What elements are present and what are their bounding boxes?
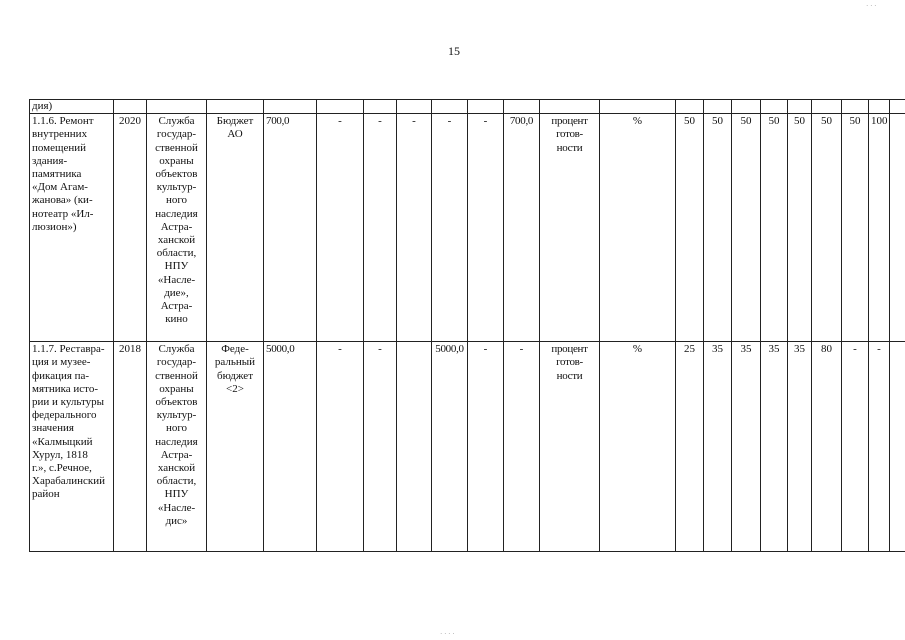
funding-year-cell: -: [397, 114, 432, 342]
year-cell: 2020: [114, 114, 147, 342]
funding-year-cell: -: [468, 342, 504, 552]
executor-cell: Служба государ- ственной охраны объектов культур- ного наследия Астра- ханской области, НПУ «Насле- дие», Астра- кино: [147, 114, 207, 342]
unit-cell: %: [600, 342, 676, 552]
value-cell: -: [842, 342, 869, 552]
value-cell: 35: [732, 342, 761, 552]
funding-year-cell: 700,0: [504, 114, 540, 342]
measure-name: 1.1.7. Реставра- ция и музее- фикация па- мятника исто- рии и культуры федерального значения «Калмыцкий Хурул, 1818 г.», с.Речное, Харабалинский район: [30, 342, 114, 552]
indicator-cell: процент готов- ности: [540, 342, 600, 552]
value-cell: 80: [812, 342, 842, 552]
value-cell: 50: [676, 114, 704, 342]
indicator-cell: процент готов- ности: [540, 114, 600, 342]
value-cell: -: [869, 342, 890, 552]
value-cell: 50: [842, 114, 869, 342]
value-cell: 100: [869, 114, 890, 342]
continuation-row: [30, 100, 905, 114]
funding-year-cell: -: [432, 114, 468, 342]
program-table: [29, 99, 905, 552]
header-fragment: дия): [30, 100, 114, 114]
funding-year-cell: -: [468, 114, 504, 342]
funding-year-cell: -: [317, 342, 364, 552]
value-cell: [890, 342, 905, 552]
funding-year-cell: -: [364, 114, 397, 342]
value-cell: 50: [812, 114, 842, 342]
funding-year-cell: -: [317, 114, 364, 342]
scan-mark: · · · ·: [440, 630, 455, 638]
table-row: [30, 114, 905, 342]
funding-year-cell: -: [504, 342, 540, 552]
value-cell: 25: [676, 342, 704, 552]
value-cell: 50: [761, 114, 788, 342]
total-cell: 700,0: [264, 114, 317, 342]
funding-year-cell: 5000,0: [432, 342, 468, 552]
year-cell: 2018: [114, 342, 147, 552]
total-cell: 5000,0: [264, 342, 317, 552]
page-number: 15: [448, 44, 460, 58]
funding-year-cell: -: [364, 342, 397, 552]
value-cell: 50: [732, 114, 761, 342]
value-cell: 35: [761, 342, 788, 552]
measure-name: 1.1.6. Ремонт внутренних помещений здания- памятника «Дом Агам- жанова» (ки- нотеатр «Ил- люзион»): [30, 114, 114, 342]
source-cell: Бюджет АО: [207, 114, 264, 342]
table-row: [30, 342, 905, 552]
value-cell: 35: [704, 342, 732, 552]
value-cell: 50: [704, 114, 732, 342]
value-cell: [890, 114, 905, 342]
value-cell: 35: [788, 342, 812, 552]
scan-mark: · · ·: [866, 2, 877, 10]
funding-year-cell: [397, 342, 432, 552]
value-cell: 50: [788, 114, 812, 342]
unit-cell: %: [600, 114, 676, 342]
executor-cell: Служба государ- ственной охраны объектов культур- ного наследия Астра- ханской области, НПУ «Насле- дис»: [147, 342, 207, 552]
source-cell: Феде- ральный бюджет <2>: [207, 342, 264, 552]
